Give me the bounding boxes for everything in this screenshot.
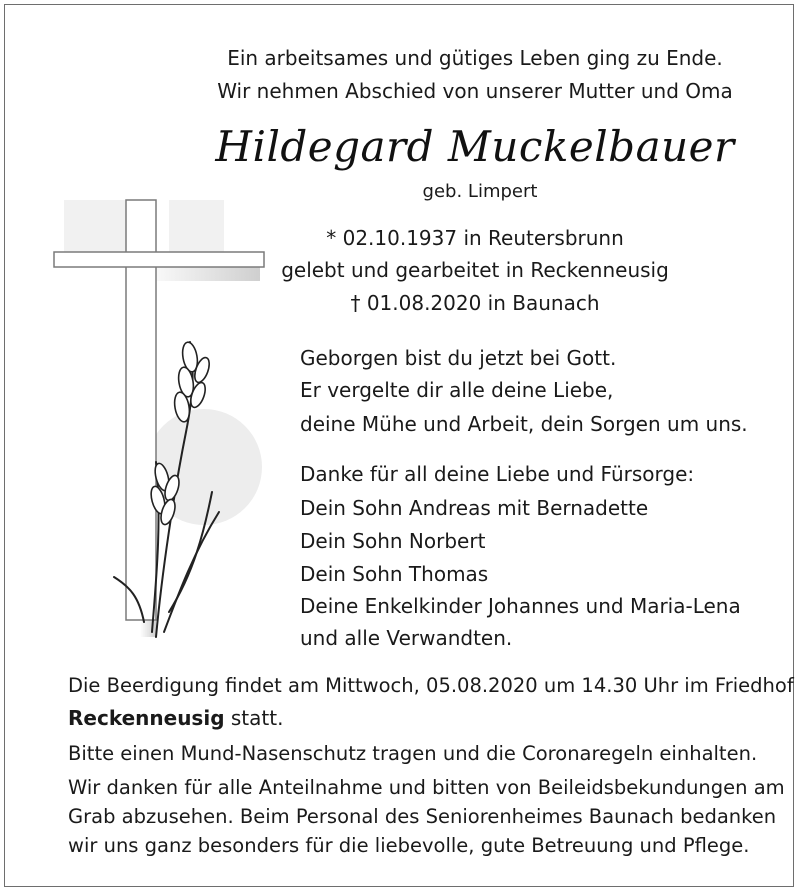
funeral-place: Reckenneusig [68, 706, 225, 730]
verse-line-3: deine Mühe und Arbeit, dein Sorgen um uns. [300, 412, 748, 436]
born-date: 02.10.1937 in Reutersbrunn [342, 226, 624, 250]
mourners-intro: Danke für all deine Liebe und Fürsorge: [300, 462, 695, 486]
mourner-item: Deine Enkelkinder Johannes und Maria-Lena [300, 594, 741, 618]
cross-wheat-icon [44, 192, 274, 652]
verse-line-1: Geborgen bist du jetzt bei Gott. [300, 346, 617, 370]
header-line-1: Ein arbeitsames und gütiges Leben ging zu Ende. [227, 46, 723, 70]
lived-line: gelebt und gearbeitet in Reckenneusig [281, 258, 669, 282]
mourner-item: Dein Sohn Thomas [300, 562, 489, 586]
thanks-line-2: Grab abzusehen. Beim Personal des Seniorenheimes Baunach bedanken [68, 805, 777, 828]
died-symbol: † [350, 291, 361, 315]
verse-line-2: Er vergelte dir alle deine Liebe, [300, 378, 614, 402]
deceased-name: Hildegard Muckelbauer [215, 122, 735, 171]
birth-name: geb. Limpert [422, 181, 538, 202]
mourner-item: Dein Sohn Norbert [300, 529, 486, 553]
funeral-line-2 [68, 706, 283, 730]
thanks-line-3: wir uns ganz besonders für die liebevolle, gute Betreuung und Pflege. [68, 834, 750, 857]
thanks-line-1: Wir danken für alle Anteilnahme und bitten von Beileidsbekundungen am [68, 776, 785, 799]
funeral-suffix: statt. [230, 706, 284, 730]
mourner-item: Dein Sohn Andreas mit Bernadette [300, 496, 649, 520]
mask-notice: Bitte einen Mund-Nasenschutz tragen und die Coronaregeln einhalten. [68, 742, 758, 765]
mourner-item: und alle Verwandten. [300, 626, 513, 650]
born-symbol: * [326, 226, 337, 250]
header-line-2: Wir nehmen Abschied von unserer Mutter und Oma [217, 79, 733, 103]
died-date: 01.08.2020 in Baunach [366, 291, 600, 315]
funeral-line-1: Die Beerdigung findet am Mittwoch, 05.08.2020 um 14.30 Uhr im Friedhof [68, 674, 794, 697]
